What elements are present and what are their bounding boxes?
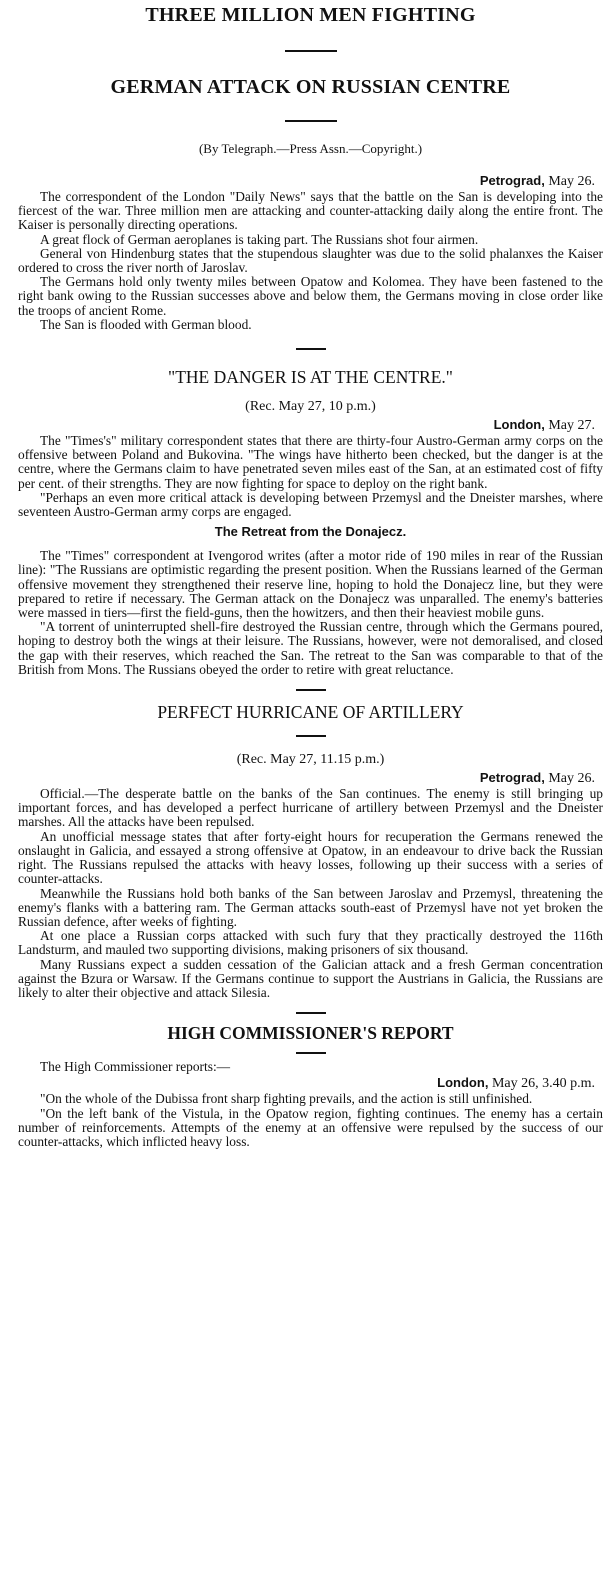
article-paragraph: "On the left bank of the Vistula, in the Opatow region, fighting continues. The enemy has a certain number of reinforcements. Attempts of the enemy at an offensive were repulsed by the success of our counter-attacks, which inflicted heavy loss. (18, 1105, 603, 1149)
article-4-body (18, 1092, 603, 1149)
dateline-petrograd-2 (18, 769, 603, 787)
article-paragraph: The "Times" correspondent at Ivengorod writes (after a motor ride of 190 miles in rear of the Russian line): "The Russians are optimistic regarding the present position. When the Russians learned of the German offensive movement they strengthened their reserve line, hoping to hold the Donajecz line, but they were prepared to retire if necessary. The German attack on the Donajecz was unparalled. The enemy's batteries were massed in tiers—first the field-guns, then the howitzers, and then their heaviest mobile guns. (18, 548, 603, 621)
section-rule (296, 735, 326, 737)
article-paragraph: An unofficial message states that after forty-eight hours for recuperation the Germans renewed the onslaught in Galicia, and essayed a strong offensive at Opatow, in an endeavour to drive back the Russian right. The Russians repulsed the attacks with heavy losses, following up their success with a series of counter-attacks. (18, 828, 603, 887)
received-note: (Rec. May 27, 10 p.m.) (245, 399, 376, 415)
article-paragraph: Meanwhile the Russians hold both banks of the San between Jaroslav and Przemysl, threatening the enemy's flanks with a battering ram. The German attacks south-east of Przemysl have not yet broken the Russian defence, after weeks of fighting. (18, 885, 603, 929)
article-paragraph: The correspondent of the London "Daily News" says that the battle on the San is developing into the fiercest of the war. Three million men are attacking and counter-attacking daily along the entire front. The Kaiser is personally directing operations. (18, 189, 603, 233)
section-title-high-commissioner: HIGH COMMISSIONER'S REPORT (167, 1023, 454, 1044)
article-paragraph: Many Russians expect a sudden cessation of the Galician attack and a fresh German concentration against the Bzura or Warsaw. If the Germans continue to support the Austrians in Galicia, the Russians are likely to alter their objective and attack Silesia. (18, 956, 603, 1000)
article-paragraph: The Germans hold only twenty miles between Opatow and Kolomea. They have been fastened to the right bank owing to the Russian successes above and below them, the Germans moving in close order like the troops of ancient Rome. (18, 274, 603, 318)
dateline-place: Petrograd, (479, 173, 545, 188)
section-rule (296, 1012, 326, 1014)
section-title-hurricane: PERFECT HURRICANE OF ARTILLERY (157, 702, 464, 723)
section-rule (296, 1052, 326, 1054)
article-1-body (18, 190, 603, 332)
article-paragraph: Official.—The desperate battle on the banks of the San continues. The enemy is still bringing up important forces, and has developed a perfect hurricane of artillery between Przemysl and the Dneister marshes. All the attacks have been repulsed. (18, 786, 603, 830)
dateline-petrograd-1 (18, 172, 603, 190)
article-paragraph: "On the whole of the Dubissa front sharp fighting prevails, and the action is still unfinished. (40, 1091, 533, 1107)
dateline-london-2 (18, 1074, 603, 1092)
dateline-date: May 26. (548, 771, 595, 787)
article-paragraph: The San is flooded with German blood. (40, 316, 252, 332)
article-paragraph: General von Hindenburg states that the stupendous slaughter was due to the solid phalanxes the Kaiser ordered to cross the river north of Jaroslav. (18, 245, 603, 276)
dateline-date: May 26. (548, 174, 595, 189)
report-intro: The High Commissioner reports:— (40, 1059, 231, 1075)
dateline-place: Petrograd, (479, 770, 545, 786)
headline-rule (285, 50, 337, 52)
article-paragraph: The "Times's" military correspondent states that there are thirty-four Austro-German army corps on the offensive between Poland and Bukovina. "The wings have hitherto been checked, but the danger is at the centre, where the Germans claim to have penetrated seven miles east of the San, at an estimated cost of fifty per cent. of their strengths. They are now fighting for space to deploy on the right bank. (18, 433, 603, 491)
dateline-london-1 (18, 416, 603, 434)
article-paragraph: A great flock of German aeroplanes is taking part. The Russians shot four airmen. (40, 231, 479, 247)
article-paragraph: At one place a Russian corps attacked with such fury that they practically destroyed the 116th Landsturm, and mauled two supporting divisions, making prisoners of six thousand. (18, 928, 603, 958)
section-rule (296, 348, 326, 350)
main-headline: THREE MILLION MEN FIGHTING (145, 4, 476, 26)
received-note: (Rec. May 27, 11.15 p.m.) (236, 752, 385, 768)
article-paragraph: "A torrent of uninterrupted shell-fire destroyed the Russian centre, through which the Germans poured, hoping to destroy both the wings at their leisure. The Russians, however, were not demoralised, and closed the gap with their reserves, which reached the San. The retreat to the San was comparable to that of the British from Mons. The Russians obeyed the order to retire with great reluctance. (18, 619, 603, 677)
telegraph-credit: (By Telegraph.—Press Assn.—Copyright.) (198, 141, 423, 156)
dateline-place: London, (437, 1075, 489, 1091)
headline-rule-2 (285, 120, 337, 122)
sub-headline: GERMAN ATTACK ON RUSSIAN CENTRE (110, 76, 511, 98)
article-paragraph: "Perhaps an even more critical attack is developing between Przemysl and the Dneister marshes, where seventeen Austro-German army corps are engaged. (18, 489, 603, 520)
dateline-date: May 27. (548, 418, 595, 434)
dateline-place: London, (493, 417, 545, 433)
subhead-retreat: The Retreat from the Donajecz. (214, 524, 407, 540)
section-title-danger: "THE DANGER IS AT THE CENTRE." (168, 367, 453, 388)
article-3-body (18, 787, 603, 1000)
section-rule (296, 689, 326, 691)
article-2-body (18, 434, 603, 519)
dateline-date: May 26, 3.40 p.m. (491, 1076, 595, 1092)
article-2-body-cont (18, 549, 603, 677)
